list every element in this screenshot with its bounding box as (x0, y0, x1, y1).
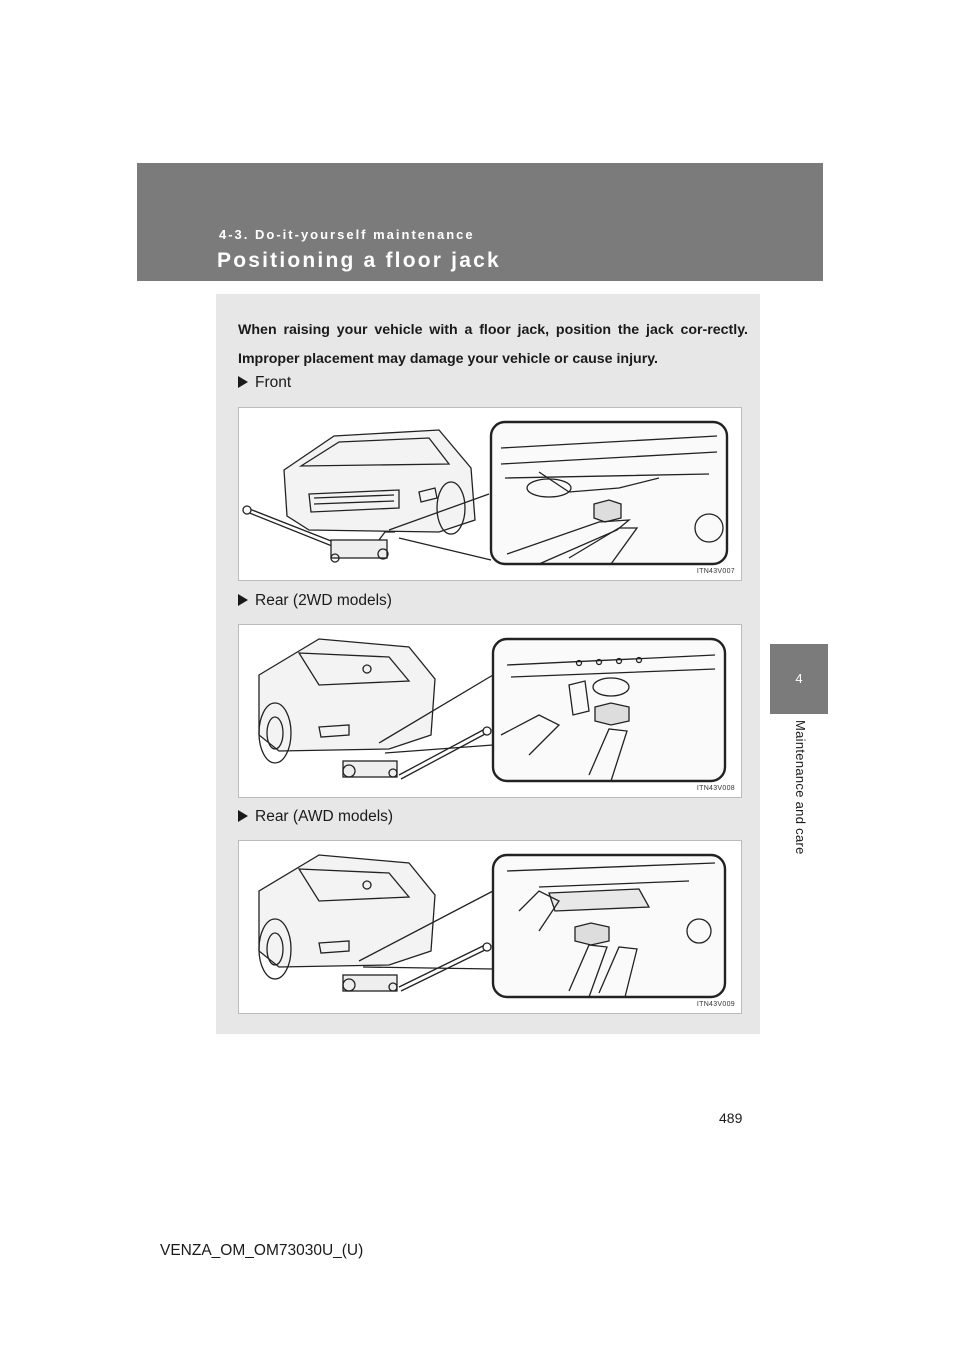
page-title: Positioning a floor jack (217, 249, 501, 272)
rear-2wd-jack-illustration (239, 625, 741, 797)
document-code: VENZA_OM_OM73030U_(U) (160, 1242, 364, 1259)
caption-text: Rear (2WD models) (255, 592, 392, 609)
figure-caption-rear-awd (238, 808, 393, 826)
figure-caption-front (238, 374, 291, 392)
figure-rear-awd (238, 840, 742, 1014)
chapter-label: Maintenance and care (793, 720, 808, 855)
caption-text: Rear (AWD models) (255, 808, 394, 825)
triangle-bullet-icon (238, 594, 248, 606)
section-label: 4-3. Do-it-yourself maintenance (219, 227, 475, 242)
figure-code: ITN43V007 (696, 568, 735, 575)
rear-awd-jack-illustration (239, 841, 741, 1013)
intro-text: When raising your vehicle with a floor jack, position the jack cor-rectly. Improper placement may damage your vehicle or cause injury. (238, 322, 748, 367)
figure-code: ITN43V009 (696, 1001, 735, 1008)
page-number: 489 (719, 1110, 743, 1126)
chapter-tab: 4 (770, 644, 828, 714)
figure-code: ITN43V008 (696, 785, 735, 792)
content-panel (216, 294, 760, 1034)
figure-caption-rear-2wd (238, 592, 392, 610)
figure-rear-2wd (238, 624, 742, 798)
page-header (137, 163, 823, 281)
front-jack-illustration (239, 408, 741, 580)
figure-front (238, 407, 742, 581)
triangle-bullet-icon (238, 810, 248, 822)
caption-text: Front (255, 374, 292, 391)
triangle-bullet-icon (238, 376, 248, 388)
